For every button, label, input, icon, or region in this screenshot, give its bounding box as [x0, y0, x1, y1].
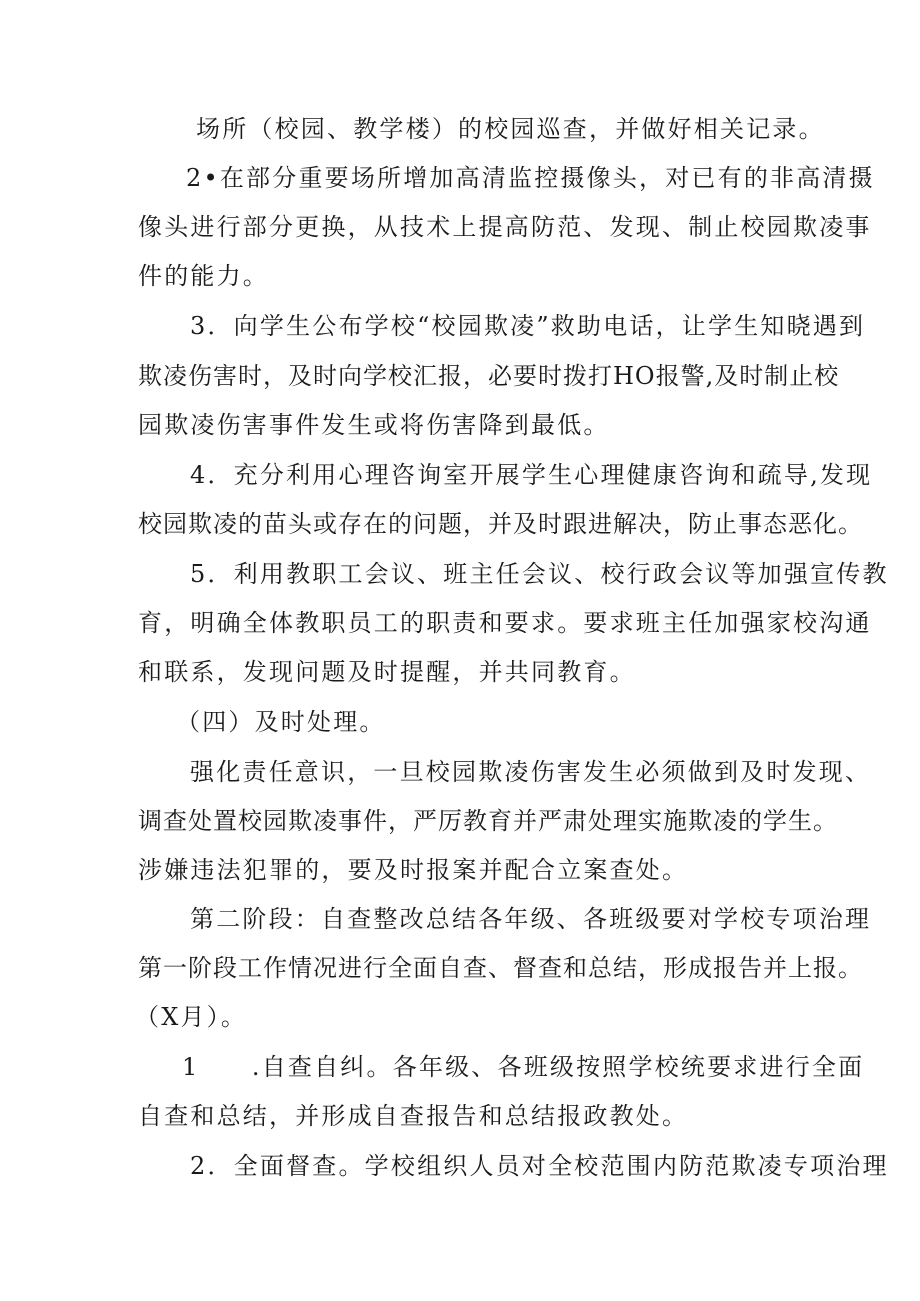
text-line-14: 强化责任意识，一旦校园欺凌伤害发生必须做到及时发现、: [190, 758, 872, 786]
text-line-2: 2•在部分重要场所增加高清监控摄像头，对已有的非高清摄: [186, 164, 875, 192]
text-line-20: 1 .自查自纠。各年级、各班级按照学校统要求进行全面: [182, 1053, 865, 1081]
text-line-19: （X月）。: [135, 1003, 248, 1031]
text-line-5: 3．向学生公布学校“校园欺凌”救助电话，让学生知晓遇到: [190, 312, 866, 340]
text-line-8: 4．充分利用心理咨询室开展学生心理健康咨询和疏导,发现: [190, 461, 873, 489]
text-line-17: 第二阶段：自查整改总结各年级、各班级要对学校专项治理: [190, 905, 872, 933]
text-line-6: 欺凌伤害时，及时向学校汇报，必要时拨打HO报警,及时制止校: [138, 362, 840, 390]
text-line-21: 自查和总结，并形成自查报告和总结报政教处。: [138, 1102, 689, 1130]
text-line-1: 场所（校园、教学楼）的校园巡查，并做好相关记录。: [196, 115, 825, 143]
text-line-9: 校园欺凌的苗头或存在的问题，并及时跟进解决，防止事态恶化。: [138, 510, 863, 538]
text-line-3: 像头进行部分更换，从技术上提高防范、发现、制止校园欺凌事: [138, 213, 872, 241]
text-line-18: 第一阶段工作情况进行全面自查、督查和总结，形成报告并上报。: [138, 954, 863, 982]
text-line-15: 调查处置校园欺凌事件，严厉教育并严肃处理实施欺凌的学生。: [138, 807, 838, 835]
text-line-7: 园欺凌伤害事件发生或将伤害降到最低。: [138, 411, 610, 439]
text-line-11: 育，明确全体教职员工的职责和要求。要求班主任加强家校沟通: [138, 609, 872, 637]
section-heading: （四）及时处理。: [176, 708, 386, 736]
text-line-16: 涉嫌违法犯罪的，要及时报案并配合立案查处。: [138, 856, 689, 884]
text-line-4: 件的能力。: [138, 262, 269, 290]
text-line-10: 5．利用教职工会议、班主任会议、校行政会议等加强宣传教: [190, 560, 889, 588]
text-line-22: 2．全面督查。学校组织人员对全校范围内防范欺凌专项治理: [190, 1152, 889, 1180]
text-line-12: 和联系，发现问题及时提醒，并共同教育。: [138, 658, 636, 686]
